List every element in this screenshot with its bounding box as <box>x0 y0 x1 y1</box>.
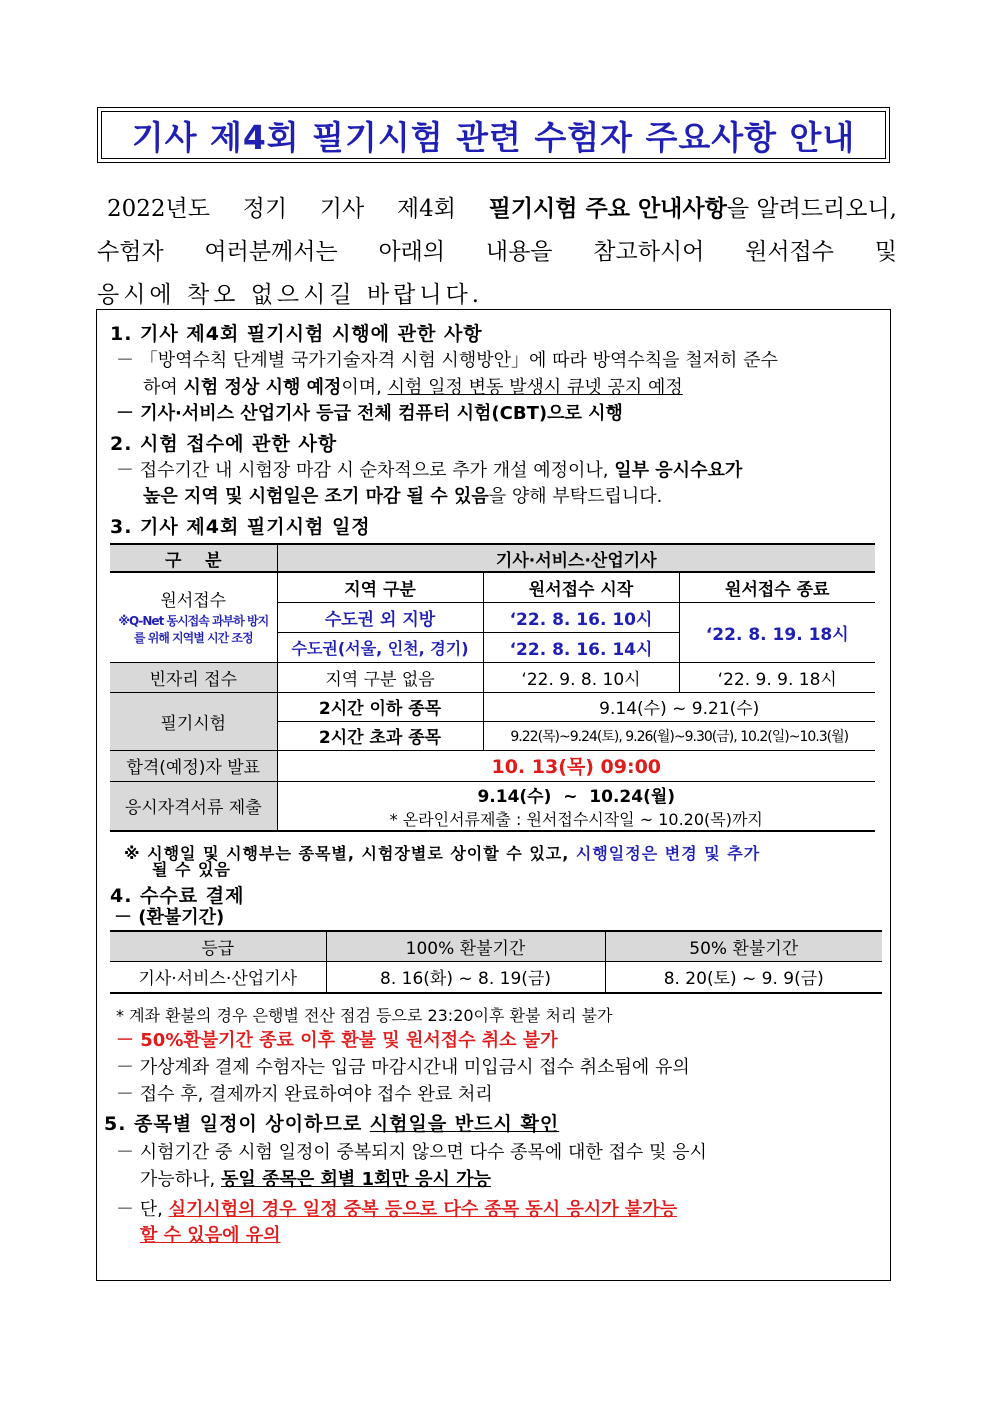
section-3-heading: 3. 기사 제4회 필기시험 일정 <box>110 516 371 538</box>
apply-note: ※Q-Net 동시접속 과부하 방지를 위해 지역별 시간 조정 <box>118 613 269 645</box>
exam-label: 필기시험 <box>110 692 277 750</box>
vacancy-label: 빈자리 접수 <box>110 662 277 692</box>
intro-paragraph <box>97 188 897 317</box>
text-span: 5. 종목별 일정이 상이하므로 <box>104 1113 370 1135</box>
intro-line-1 <box>97 188 897 231</box>
text-span: 가능하나, <box>140 1169 221 1190</box>
pass-date: 10. 13(목) 09:00 <box>277 750 875 781</box>
intro-word: 수험자 <box>97 239 164 265</box>
intro-word: 응시에 착오 없으시길 바랍니다. <box>97 282 484 308</box>
header-grade: 기사·서비스·산업기사 <box>277 544 875 572</box>
refund-header-grade: 등급 <box>110 931 326 961</box>
section-2-bullet-1-line-2 <box>143 482 662 508</box>
text-span: 이며, <box>341 377 388 398</box>
section-1-heading: 1. 기사 제4회 필기시험 시행에 관한 사항 <box>110 323 483 345</box>
section-1-bullet-1-line-2 <box>143 373 683 399</box>
docs-label: 응시자격서류 제출 <box>110 781 277 831</box>
refund-grade: 기사·서비스·산업기사 <box>110 961 326 993</box>
refund-header-50: 50% 환불기간 <box>605 931 882 961</box>
sub-start: 원서접수 시작 <box>483 572 679 602</box>
vacancy-start: ‘22. 9. 8. 10시 <box>483 662 679 692</box>
intro-word: 원서접수 <box>745 239 834 265</box>
apply-end: ‘22. 8. 19. 18시 <box>679 602 875 662</box>
intro-word: 기사 <box>319 196 365 222</box>
title-inner-frame <box>101 111 886 159</box>
text-span: － 단, <box>116 1199 169 1220</box>
text-span: 하여 <box>143 377 184 398</box>
exam-row-1-date: 9.14(수) ~ 9.21(수) <box>483 692 875 721</box>
underlined-span: 시험일을 반드시 확인 <box>369 1113 560 1135</box>
intro-word: 정기 <box>242 196 288 222</box>
region-1-start: ‘22. 8. 16. 10시 <box>483 602 679 632</box>
section-2-bullet-1-line-1 <box>116 456 742 482</box>
refund-header-100: 100% 환불기간 <box>326 931 605 961</box>
intro-word: 제4회 <box>396 196 456 222</box>
section-2-heading: 2. 시험 접수에 관한 사항 <box>110 433 338 455</box>
refund-50-period: 8. 20(토) ~ 9. 9(금) <box>605 961 882 993</box>
intro-highlight <box>489 188 897 231</box>
section-5-heading <box>104 1109 559 1136</box>
intro-word: 아래의 <box>378 239 446 265</box>
underlined-span: 시험 일정 변동 발생시 큐넷 공지 예정 <box>387 377 683 398</box>
header-gubun: 구 분 <box>110 544 277 572</box>
red-underlined-span: 실기시험의 경우 일정 중복 등으로 다수 종목 동시 응시가 불가능 <box>168 1199 678 1220</box>
intro-word: 참고하시어 <box>593 239 705 265</box>
table-row <box>110 544 875 572</box>
intro-word: 및 <box>874 239 897 265</box>
section-4-note-3: － 가상계좌 결제 수험자는 입금 마감시간내 미입금시 접수 취소됨에 유의 <box>116 1057 690 1078</box>
blue-span: 시행일정은 변경 및 추가 <box>575 844 761 863</box>
table-row <box>110 781 875 831</box>
pass-label: 합격(예정)자 발표 <box>110 750 277 781</box>
text-span: ※ 시행일 및 시행부는 종목별, 시험장별로 상이할 수 있고, <box>124 844 576 863</box>
intro-word: 여러분께서는 <box>204 239 338 265</box>
exam-row-1-label: 2시간 이하 종목 <box>277 692 483 721</box>
apply-label: 원서접수 <box>160 590 227 611</box>
vacancy-end: ‘22. 9. 9. 18시 <box>679 662 875 692</box>
title-box <box>97 107 890 163</box>
exam-row-2-label: 2시간 초과 종목 <box>277 721 483 750</box>
vacancy-region: 지역 구분 없음 <box>277 662 483 692</box>
section-3-note-line-2: 될 수 있음 <box>152 860 231 879</box>
table-row <box>110 750 875 781</box>
table-row <box>110 692 875 721</box>
section-1-bullet-1-line-1: － 「방역수칙 단계별 국가기술자격 시험 시행방안」에 따라 방역수칙을 철저히 준수 <box>116 350 778 371</box>
text-span: － 접수기간 내 시험장 마감 시 순차적으로 추가 개설 예정이나, <box>116 460 615 481</box>
table-row <box>110 572 875 602</box>
docs-cell <box>277 781 875 831</box>
section-5-bullet-1-line-1: － 시험기간 중 시험 일정이 중복되지 않으면 다수 종목에 대한 접수 및 응시 <box>116 1142 707 1163</box>
region-1: 수도권 외 지방 <box>277 602 483 632</box>
bold-span: 높은 지역 및 시험일은 조기 마감 될 수 있음 <box>143 486 489 507</box>
exam-row-2-date: 9.22(목)~9.24(토), 9.26(월)~9.30(금), 10.2(일)~10.3(월) <box>483 721 875 750</box>
region-2-start: ‘22. 8. 16. 14시 <box>483 632 679 662</box>
table-row <box>110 662 875 692</box>
intro-line-2 <box>97 231 897 274</box>
underlined-span: 동일 종목은 회별 1회만 응시 가능 <box>221 1169 491 1190</box>
bold-span: 일부 응시수요가 <box>614 460 743 481</box>
section-1-bullet-2: － 기사·서비스 산업기사 등급 전체 컴퓨터 시험(CBT)으로 시행 <box>116 403 623 424</box>
section-4-note-4: － 접수 후, 결제까지 완료하여야 접수 완료 처리 <box>116 1084 493 1105</box>
section-4-subheading: － (환불기간) <box>114 907 225 928</box>
intro-word: 2022년도 <box>107 196 210 222</box>
section-5-bullet-1-line-2 <box>140 1165 491 1191</box>
sub-region: 지역 구분 <box>277 572 483 602</box>
apply-label-cell <box>110 572 277 662</box>
intro-word: 내용을 <box>485 239 553 265</box>
exam-schedule-table <box>110 543 875 832</box>
section-5-bullet-2-line-2: 할 수 있음에 유의 <box>140 1225 281 1246</box>
table-row <box>110 931 882 961</box>
docs-note: * 온라인서류제출 : 원서접수시작일 ~ 10.20(목)까지 <box>389 809 763 829</box>
refund-table <box>110 930 882 994</box>
region-2: 수도권(서울, 인천, 경기) <box>277 632 483 662</box>
table-row <box>110 961 882 993</box>
bold-span: 시험 정상 시행 예정 <box>183 377 342 398</box>
refund-100-period: 8. 16(화) ~ 8. 19(금) <box>326 961 605 993</box>
page-title: 기사 제4회 필기시험 관련 수험자 주요사항 안내 <box>131 117 856 157</box>
section-4-heading: 4. 수수료 결제 <box>110 885 245 907</box>
section-4-note-2: － 50%환불기간 종료 이후 환불 및 원서접수 취소 불가 <box>116 1030 558 1051</box>
section-4-note-1: * 계좌 환불의 경우 은행별 전산 점검 등으로 23:20이후 환불 처리 불가 <box>116 1006 613 1025</box>
intro-word: 을 알려드리오니, <box>726 196 897 222</box>
sub-end: 원서접수 종료 <box>679 572 875 602</box>
intro-bold: 필기시험 주요 안내사항 <box>488 196 727 222</box>
text-span: 을 양해 부탁드립니다. <box>488 486 663 507</box>
section-5-bullet-2-line-1 <box>116 1195 677 1221</box>
docs-date: 9.14(수) ~ 10.24(월) <box>477 786 676 807</box>
